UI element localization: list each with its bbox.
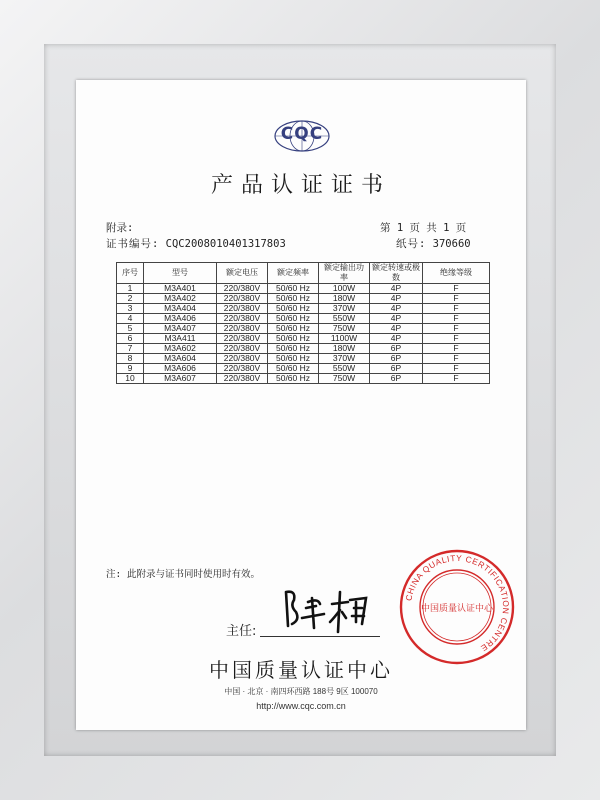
cell-insulation: F — [423, 364, 490, 374]
table-row — [117, 314, 490, 324]
cell-power: 550W — [319, 364, 370, 374]
cell-power: 370W — [319, 354, 370, 364]
header-poles: 额定转速或极数 — [370, 263, 423, 284]
cell-seq: 1 — [117, 284, 144, 294]
issuer-address: 中国 · 北京 · 南四环西路 188号 9区 100070 — [224, 687, 378, 696]
cell-poles: 4P — [370, 294, 423, 304]
paper-number: 370660 — [432, 238, 471, 250]
table-row — [117, 374, 490, 384]
cell-frequency: 50/60 Hz — [268, 324, 319, 334]
cell-frequency: 50/60 Hz — [268, 334, 319, 344]
cell-power: 370W — [319, 304, 370, 314]
cell-voltage: 220/380V — [217, 344, 268, 354]
cell-seq: 6 — [117, 334, 144, 344]
paper-number-row — [396, 236, 471, 251]
page-info: 第 1 页 共 1 页 — [380, 222, 467, 234]
cell-power: 180W — [319, 344, 370, 354]
cell-frequency: 50/60 Hz — [268, 364, 319, 374]
cell-model: M3A401 — [144, 284, 217, 294]
cell-frequency: 50/60 Hz — [268, 284, 319, 294]
table-row — [117, 304, 490, 314]
cell-voltage: 220/380V — [217, 354, 268, 364]
cell-insulation: F — [423, 354, 490, 364]
cell-poles: 6P — [370, 344, 423, 354]
cell-poles: 4P — [370, 334, 423, 344]
seal-outer-text: CHINA QUALITY CERTIFICATION CENTRE — [403, 552, 512, 654]
table-row — [117, 284, 490, 294]
table-row — [117, 294, 490, 304]
cell-seq: 2 — [117, 294, 144, 304]
cell-model: M3A404 — [144, 304, 217, 314]
appendix-label: 附录: — [106, 222, 134, 234]
cell-poles: 4P — [370, 284, 423, 294]
table-row — [117, 324, 490, 334]
cell-frequency: 50/60 Hz — [268, 374, 319, 384]
cell-power: 1100W — [319, 334, 370, 344]
cell-voltage: 220/380V — [217, 324, 268, 334]
cert-number-label: 证书编号: — [106, 238, 160, 250]
issuer-name: 中国质量认证中心 — [209, 658, 393, 682]
cell-insulation: F — [423, 324, 490, 334]
cell-frequency: 50/60 Hz — [268, 314, 319, 324]
header-voltage: 额定电压 — [217, 263, 268, 284]
cell-poles: 6P — [370, 364, 423, 374]
cell-seq: 9 — [117, 364, 144, 374]
cell-voltage: 220/380V — [217, 364, 268, 374]
table-header-row — [117, 263, 490, 284]
cell-voltage: 220/380V — [217, 314, 268, 324]
cell-seq: 8 — [117, 354, 144, 364]
cell-model: M3A402 — [144, 294, 217, 304]
cert-number: CQC2008010401317803 — [165, 238, 286, 250]
cell-poles: 6P — [370, 354, 423, 364]
cell-model: M3A606 — [144, 364, 217, 374]
cell-model: M3A602 — [144, 344, 217, 354]
header-frequency: 额定频率 — [268, 263, 319, 284]
table-row — [117, 334, 490, 344]
seal-inner-text: 中国质量认证中心 — [420, 604, 494, 614]
cell-power: 750W — [319, 374, 370, 384]
issuer-website: http://www.cqc.com.cn — [256, 701, 346, 711]
table-row — [117, 354, 490, 364]
cell-poles: 4P — [370, 304, 423, 314]
cell-frequency: 50/60 Hz — [268, 354, 319, 364]
cell-poles: 4P — [370, 324, 423, 334]
cell-insulation: F — [423, 374, 490, 384]
cell-model: M3A604 — [144, 354, 217, 364]
cell-power: 550W — [319, 314, 370, 324]
cqc-logo — [272, 118, 332, 154]
cell-voltage: 220/380V — [217, 294, 268, 304]
cell-frequency: 50/60 Hz — [268, 294, 319, 304]
cell-frequency: 50/60 Hz — [268, 344, 319, 354]
cell-voltage: 220/380V — [217, 304, 268, 314]
header-power: 额定输出功率 — [319, 263, 370, 284]
cell-power: 180W — [319, 294, 370, 304]
cell-power: 100W — [319, 284, 370, 294]
certificate-paper — [76, 80, 526, 730]
cell-model: M3A407 — [144, 324, 217, 334]
cert-number-row — [106, 236, 286, 251]
cell-poles: 4P — [370, 314, 423, 324]
paper-number-label: 纸号: — [396, 238, 427, 250]
cell-voltage: 220/380V — [217, 284, 268, 294]
cell-model: M3A411 — [144, 334, 217, 344]
header-model: 型号 — [144, 263, 217, 284]
cell-insulation: F — [423, 334, 490, 344]
table-row — [117, 344, 490, 354]
cell-voltage: 220/380V — [217, 334, 268, 344]
cell-insulation: F — [423, 284, 490, 294]
product-table — [116, 262, 490, 384]
cell-power: 750W — [319, 324, 370, 334]
logo-text: CQC — [280, 124, 324, 144]
header-seq: 序号 — [117, 263, 144, 284]
cell-poles: 6P — [370, 374, 423, 384]
page-title: 产品认证证书 — [210, 173, 391, 198]
cell-insulation: F — [423, 344, 490, 354]
cell-insulation: F — [423, 314, 490, 324]
cell-insulation: F — [423, 304, 490, 314]
cell-frequency: 50/60 Hz — [268, 304, 319, 314]
cell-seq: 7 — [117, 344, 144, 354]
header-insulation: 绝缘等级 — [423, 263, 490, 284]
cell-model: M3A406 — [144, 314, 217, 324]
cell-seq: 5 — [117, 324, 144, 334]
table-row — [117, 364, 490, 374]
signature-image — [272, 578, 372, 638]
cell-voltage: 220/380V — [217, 374, 268, 384]
validity-note: 注: 此附录与证书同时使用时有效。 — [106, 569, 260, 580]
director-label: 主任: — [226, 624, 257, 639]
cell-seq: 3 — [117, 304, 144, 314]
cell-insulation: F — [423, 294, 490, 304]
cell-model: M3A607 — [144, 374, 217, 384]
cell-seq: 4 — [117, 314, 144, 324]
cell-seq: 10 — [117, 374, 144, 384]
signature-line — [260, 636, 380, 637]
official-seal — [398, 548, 516, 666]
